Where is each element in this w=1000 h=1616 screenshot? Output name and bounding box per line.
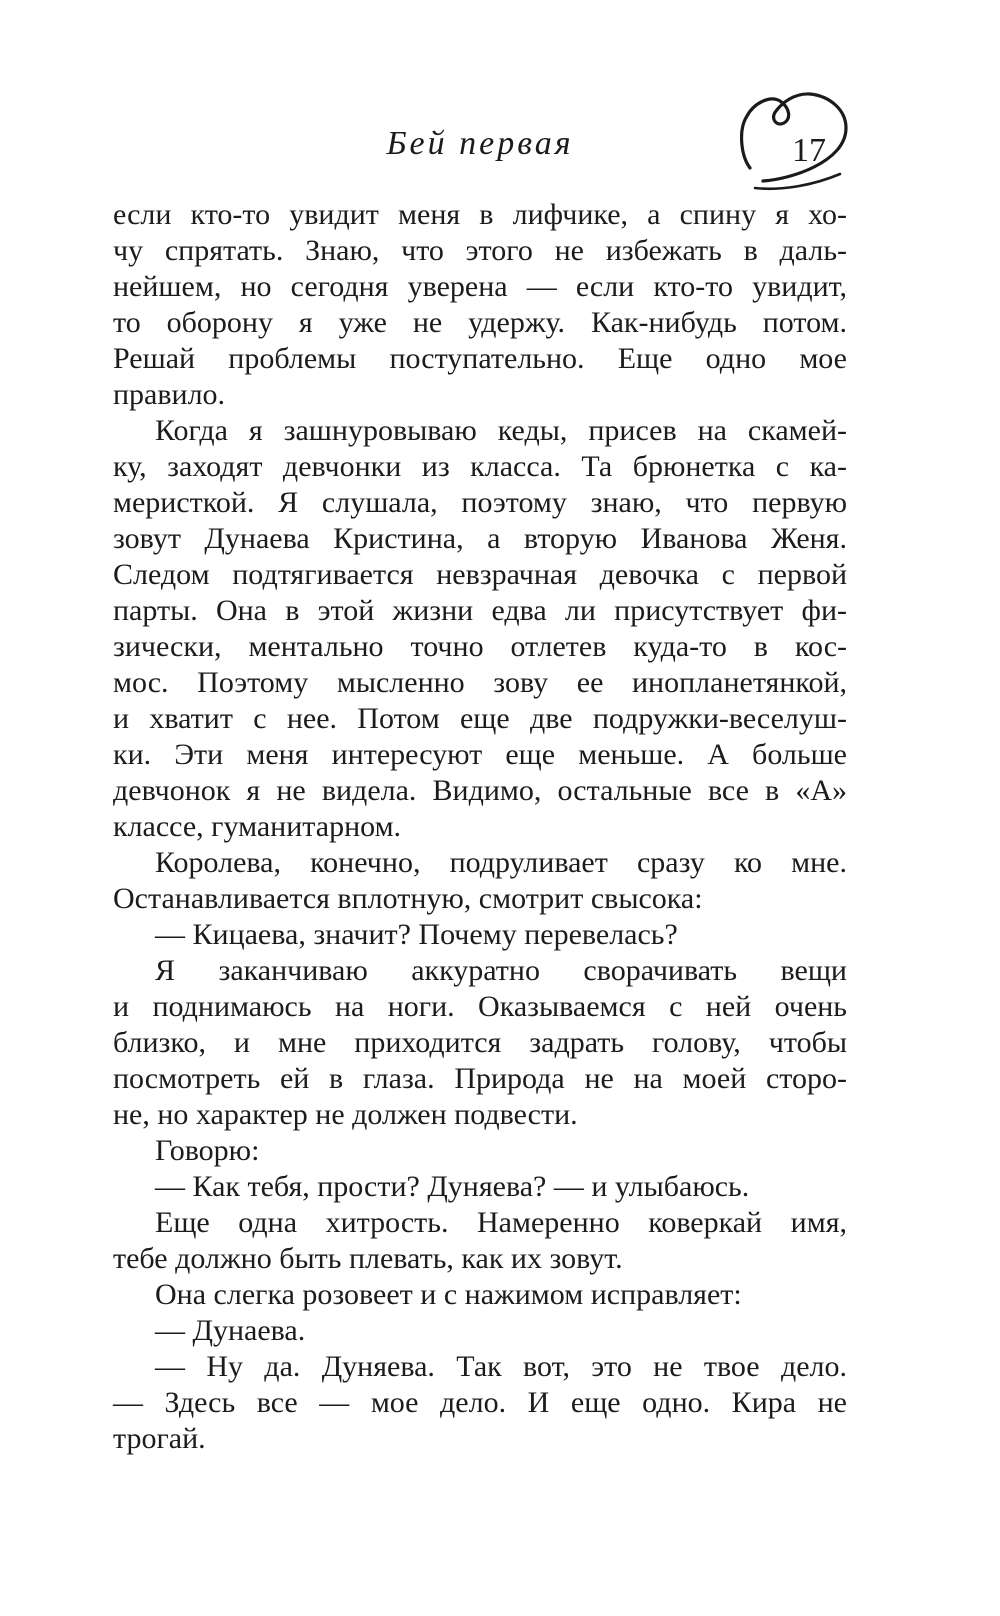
text-line: зовут Дунаева Кристина, а вторую Иванова Женя. (113, 522, 847, 555)
text-line: ку, заходят девчонки из класса. Та брюнетка с ка- (113, 450, 847, 483)
paragraph (113, 845, 847, 917)
text-line: девчонок я не видела. Видимо, остальные все в «А» (113, 774, 847, 807)
text-line: тебе должно быть плевать, как их зовут. (113, 1242, 623, 1275)
paragraph (113, 1169, 847, 1205)
text-line: близко, и мне приходится задрать голову, чтобы (113, 1026, 847, 1059)
paragraph (113, 1205, 847, 1277)
text-line: — Кицаева, значит? Почему перевелась? (155, 918, 678, 951)
text-line: и поднимаюсь на ноги. Оказываемся с ней очень (113, 990, 847, 1023)
heart-doodle-icon (740, 90, 860, 198)
text-line: парты. Она в этой жизни едва ли присутствует фи- (113, 594, 847, 627)
text-line: если кто-то увидит меня в лифчике, а спину я хо- (113, 198, 847, 231)
text-line: и хватит с нее. Потом еще две подружки-веселуш- (113, 702, 847, 735)
paragraph (113, 1277, 847, 1313)
text-line: классе, гуманитарном. (113, 810, 402, 843)
text-line: — Ну да. Дуняева. Так вот, это не твое дело. (155, 1350, 847, 1383)
page-number: 17 (792, 132, 826, 169)
paragraph (113, 917, 847, 953)
text-line: мос. Поэтому мысленно зову ее инопланетянкой, (113, 666, 847, 699)
paragraph (113, 1133, 847, 1169)
text-line: Она слегка розовеет и с нажимом исправляет: (155, 1278, 742, 1311)
chapter-title: Бей первая (386, 125, 574, 162)
text-line: — Дунаева. (155, 1314, 306, 1347)
paragraph (113, 1349, 847, 1457)
text-line: меристкой. Я слушала, поэтому знаю, что первую (113, 486, 847, 519)
text-line: Королева, конечно, подруливает сразу ко мне. (155, 846, 847, 879)
text-line: нейшем, но сегодня уверена — если кто-то увидит, (113, 270, 847, 303)
text-line: посмотреть ей в глаза. Природа не на моей сторо- (113, 1062, 847, 1095)
text-line: Решай проблемы поступательно. Еще одно мое (113, 342, 847, 375)
text-line: правило. (113, 378, 226, 411)
paragraph (113, 413, 847, 845)
text-line: ки. Эти меня интересуют еще меньше. А больше (113, 738, 847, 771)
text-line: Говорю: (155, 1134, 260, 1167)
paragraph (113, 953, 847, 1133)
text-line: то оборону я уже не удержу. Как-нибудь потом. (113, 306, 847, 339)
body-text (113, 197, 847, 1457)
text-line: Когда я зашнуровываю кеды, присев на скамей- (155, 414, 847, 447)
text-line: Останавливается вплотную, смотрит свысока: (113, 882, 703, 915)
text-line: Следом подтягивается невзрачная девочка с первой (113, 558, 847, 591)
text-line: Я заканчиваю аккуратно сворачивать вещи (155, 954, 847, 987)
paragraph (113, 1313, 847, 1349)
text-line: — Здесь все — мое дело. И еще одно. Кира не (113, 1386, 847, 1419)
heart-page-number (740, 90, 860, 198)
text-line: — Как тебя, прости? Дуняева? — и улыбаюсь. (155, 1170, 750, 1203)
text-line: не, но характер не должен подвести. (113, 1098, 578, 1131)
text-line: Еще одна хитрость. Намеренно коверкай имя, (155, 1206, 847, 1239)
text-line: трогай. (113, 1422, 206, 1455)
paragraph (113, 197, 847, 413)
text-line: чу спрятать. Знаю, что этого не избежать в даль- (113, 234, 847, 267)
text-line: зически, ментально точно отлетев куда-то в кос- (113, 630, 847, 663)
